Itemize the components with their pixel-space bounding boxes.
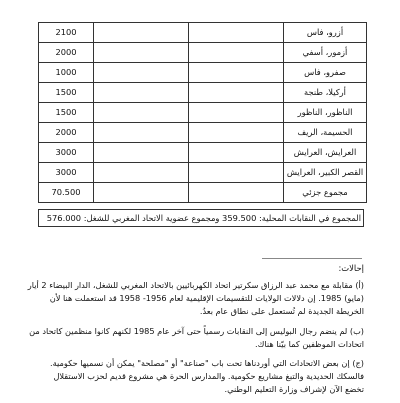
table-row <box>39 183 367 203</box>
row-city: القصر الكبير، العرايش <box>284 163 367 183</box>
note-line: (مايو) 1985. إن دلالات الولايات للتقسيمات الإقليمية لعام 1956- 1958 قد استعملت هنا لأن <box>49 293 364 304</box>
notes-paragraphs <box>27 279 364 397</box>
note-line: فالسكك الحديدية والتبغ مشاريع حكومية. والمدارس الحرة هي مشروع قديم لحزب الاستقلال <box>53 371 364 382</box>
table-row <box>39 123 367 143</box>
empty-cell <box>189 43 284 63</box>
note-paragraph <box>27 279 364 319</box>
row-city: أزمور، أسفي <box>284 43 367 63</box>
note-line: (أ) مقابلة مع محمد عبد الرزاق سكرتير اتحاد الكهربائيين بالاتحاد المغربي للشغل، الدار البيضاء 2 أيار <box>27 280 364 290</box>
table-row <box>39 103 367 123</box>
row-city: الناظور، الناظور <box>284 103 367 123</box>
notes-heading: إحالات: <box>338 263 364 273</box>
row-value: 1500 <box>39 103 94 123</box>
empty-cell <box>189 63 284 83</box>
note-line: (ب) لم ينضم رجال البوليس إلى النقابات رسمياً حتى آخر عام 1985 لكنهم كانوا منظمين كاتحاد من <box>29 325 364 336</box>
empty-cell <box>189 123 284 143</box>
empty-cell <box>94 103 189 123</box>
notes-section <box>27 262 364 403</box>
empty-cell <box>94 63 189 83</box>
row-city: مجموع جزئي <box>284 183 367 203</box>
empty-cell <box>189 23 284 43</box>
total-summary: المجموع في النقابات المحلية: 359.500 ومجموع عضوية الاتحاد المغربي للشغل: 576.000 <box>38 209 364 227</box>
membership-table-body <box>39 23 367 203</box>
membership-table <box>38 22 367 203</box>
note-line: تخضع الآن لإشراف وزارة التعليم الوطني. <box>224 384 364 395</box>
empty-cell <box>94 183 189 203</box>
table-row <box>39 43 367 63</box>
note-line: الخريطة الجديدة لم تُستعمل على نطاق عام بعدُ. <box>199 306 364 317</box>
empty-cell <box>94 163 189 183</box>
row-value: 3000 <box>39 163 94 183</box>
note-line: اتحادات الموظفين كما بيّنا هناك. <box>255 338 364 349</box>
table-row <box>39 23 367 43</box>
empty-cell <box>189 183 284 203</box>
empty-cell <box>189 103 284 123</box>
row-city: أركيلا، طنجة <box>284 83 367 103</box>
row-value: 70.500 <box>39 183 94 203</box>
empty-cell <box>189 163 284 183</box>
notes-separator <box>262 258 362 259</box>
empty-cell <box>94 123 189 143</box>
row-value: 1500 <box>39 83 94 103</box>
table-row <box>39 163 367 183</box>
row-city: العرايش، العرايش <box>284 143 367 163</box>
table-row <box>39 83 367 103</box>
empty-cell <box>94 23 189 43</box>
note-paragraph <box>34 357 364 397</box>
empty-cell <box>189 143 284 163</box>
note-paragraph <box>29 325 364 351</box>
row-value: 2000 <box>39 123 94 143</box>
row-city: الحسيمة، الريف <box>284 123 367 143</box>
empty-cell <box>189 83 284 103</box>
row-value: 2000 <box>39 43 94 63</box>
table-row <box>39 143 367 163</box>
note-line: (ج) إن بعض الاتحادات التي أوردناها تحت باب "صناعة" أو "مصلحة" يمكن أن نسميها حكومية. <box>50 358 364 369</box>
row-city: صفرو، فاس <box>284 63 367 83</box>
table-row <box>39 63 367 83</box>
empty-cell <box>94 43 189 63</box>
empty-cell <box>94 83 189 103</box>
row-value: 1000 <box>39 63 94 83</box>
empty-cell <box>94 143 189 163</box>
row-city: أزرو، فاس <box>284 23 367 43</box>
row-value: 2100 <box>39 23 94 43</box>
row-value: 3000 <box>39 143 94 163</box>
